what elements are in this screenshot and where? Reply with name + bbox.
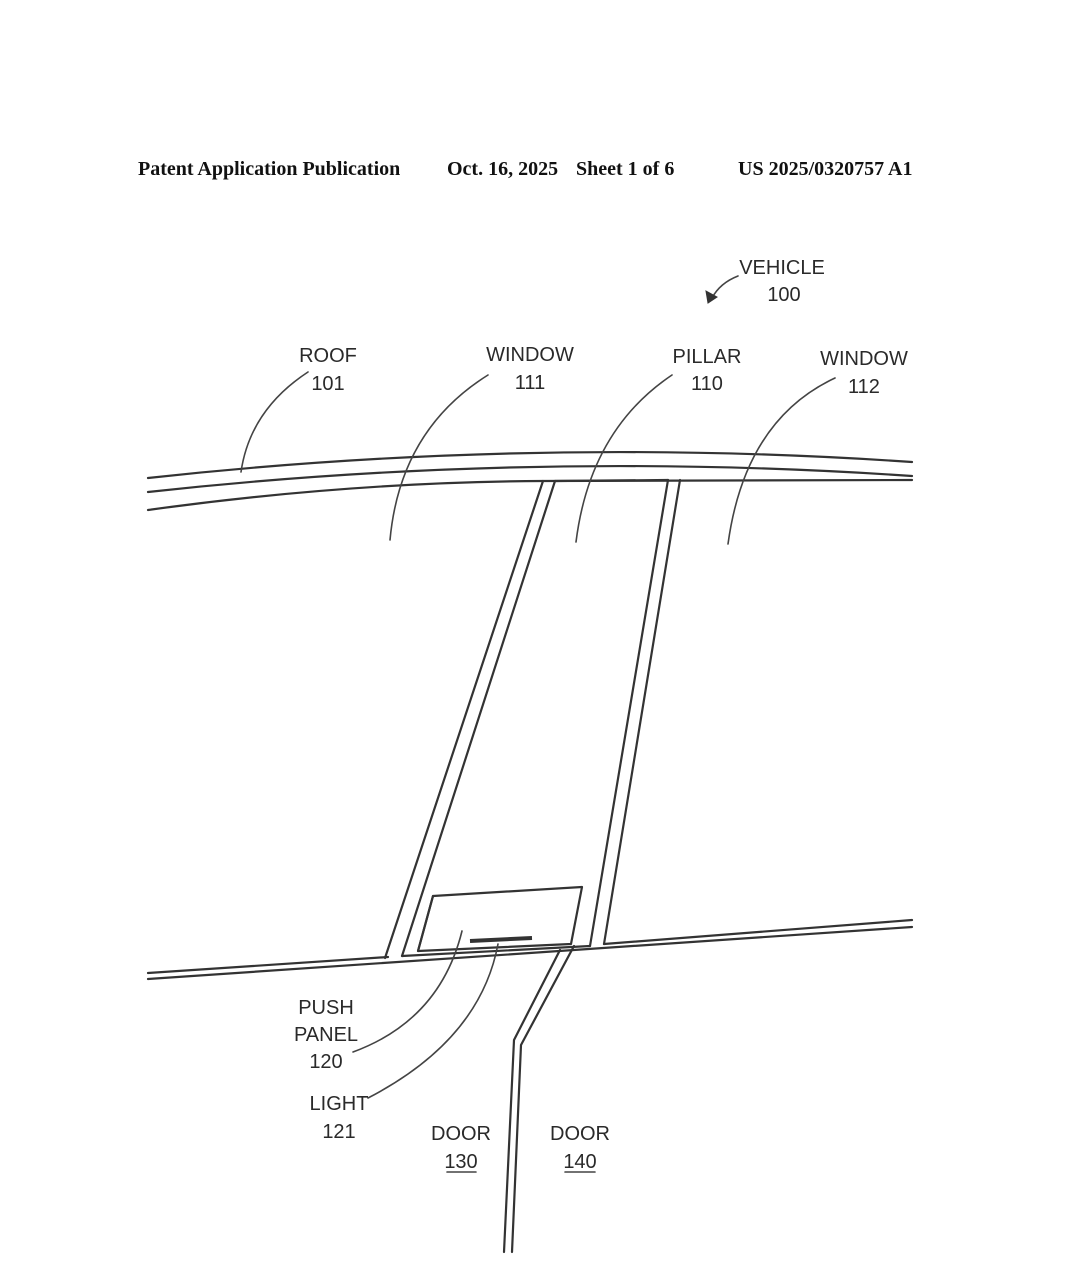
pillar-leader [576,375,672,542]
door-130-label: DOOR [431,1123,491,1145]
push-panel-ref: 120 [309,1051,343,1073]
light-ref: 121 [322,1121,356,1143]
door-seam-right [512,946,574,1252]
window-111-edge-inner [402,481,555,956]
light-bar [470,938,532,941]
publication-title: Patent Application Publication [138,158,401,180]
roof-line-top [148,452,912,478]
window-111-edge-outer [385,481,543,958]
sheet-number: Sheet 1 of 6 [576,158,675,180]
push-panel-inner [418,896,433,951]
roof-line-bottom [148,480,912,510]
light-label: LIGHT [309,1093,369,1115]
vehicle-ref: 100 [767,284,801,306]
roof-ref: 101 [311,373,345,395]
belt-line-lower [148,927,912,979]
window-112-leader [728,378,835,544]
roof-label: ROOF [299,345,357,367]
pillar-top [555,480,668,481]
publication-date: Oct. 16, 2025 [447,158,559,180]
push-panel-label-line1: PUSH [298,997,354,1019]
window-112-label: WINDOW [820,348,908,370]
pillar-label: PILLAR [672,346,742,368]
push-panel-label-line2: PANEL [293,1024,359,1046]
light-leader [368,944,498,1098]
pillar-ref: 110 [691,373,723,395]
window-111-ref: 111 [514,372,546,394]
roof-leader [241,372,308,472]
vehicle-arrow-shaft [712,276,738,298]
pillar-edge-left [590,480,668,946]
pillar-edge-right [604,480,680,944]
window-112-ref: 112 [848,376,880,398]
roof-line-middle [148,466,912,492]
vehicle-label: VEHICLE [739,257,825,279]
door-140-label: DOOR [550,1123,610,1145]
door-140-ref: 140 [563,1151,597,1173]
door-130-ref: 130 [444,1151,478,1173]
window-111-label: WINDOW [486,344,574,366]
door-seam-left [504,950,560,1252]
publication-number: US 2025/0320757 A1 [738,158,913,180]
